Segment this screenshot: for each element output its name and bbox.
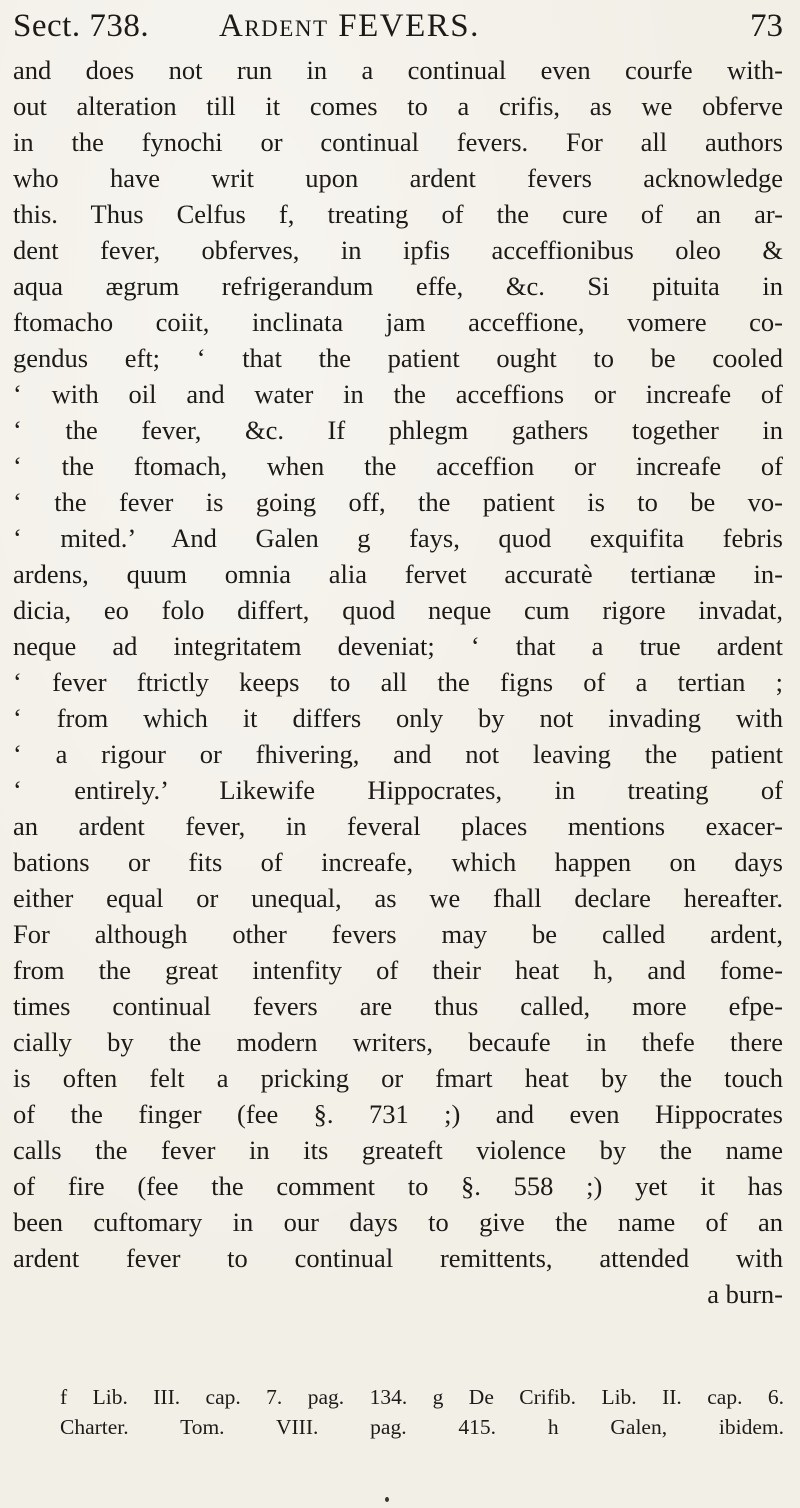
paper-speck [385, 1497, 389, 1502]
text-line: gendus eft; ‘ that the patient ought to be cooled [13, 343, 783, 373]
text-line: an ardent fever, in feveral places mentions exacer- [13, 811, 783, 841]
text-line: cially by the modern writers, becaufe in thefe there [13, 1027, 783, 1057]
text-line: is often felt a pricking or fmart heat by the touch [13, 1063, 783, 1093]
text-line: dent fever, obferves, in ipfis acceffionibus oleo & [13, 235, 783, 265]
text-line: ‘ fever ftrictly keeps to all the figns of a tertian ; [13, 667, 783, 697]
text-line: aqua ægrum refrigerandum effe, &c. Si pituita in [13, 271, 783, 301]
text-line: been cuftomary in our days to give the name of an [13, 1207, 783, 1237]
text-line: of the finger (fee §. 731 ;) and even Hippocrates [13, 1099, 783, 1129]
text-line: bations or fits of increafe, which happen on days [13, 847, 783, 877]
text-line: from the great intenfity of their heat h, and fome- [13, 955, 783, 985]
footnote-line: Charter. Tom. VIII. pag. 415. h Galen, ibidem. [60, 1415, 784, 1439]
text-line: ‘ entirely.’ Likewife Hippocrates, in treating of [13, 775, 783, 805]
text-line: times continual fevers are thus called, more efpe- [13, 991, 783, 1021]
running-title: Ardent FEVERS. [219, 8, 480, 44]
text-line: ‘ the fever, &c. If phlegm gathers together in [13, 415, 783, 445]
text-line: ‘ the ftomach, when the acceffion or increafe of [13, 451, 783, 481]
text-line: of fire (fee the comment to §. 558 ;) yet it has [13, 1171, 783, 1201]
text-line: ardens, quum omnia alia fervet accuratè tertianæ in- [13, 559, 783, 589]
text-line: ‘ the fever is going off, the patient is to be vo- [13, 487, 783, 517]
text-line: calls the fever in its greateft violence by the name [13, 1135, 783, 1165]
page-number: 73 [750, 8, 783, 44]
text-line: ‘ mited.’ And Galen g fays, quod exquifita febris [13, 523, 783, 553]
text-line: this. Thus Celfus f, treating of the cure of an ar- [13, 199, 783, 229]
text-line: who have writ upon ardent fevers acknowledge [13, 163, 783, 193]
text-line: ftomacho coiit, inclinata jam acceffione, vomere co- [13, 307, 783, 337]
text-line: either equal or unequal, as we fhall declare hereafter. [13, 883, 783, 913]
text-line: neque ad integritatem deveniat; ‘ that a true ardent [13, 631, 783, 661]
text-line: For although other fevers may be called ardent, [13, 919, 783, 949]
text-line: ardent fever to continual remittents, attended with [13, 1243, 783, 1273]
text-line: ‘ with oil and water in the acceffions or increafe of [13, 379, 783, 409]
text-line: dicia, eo folo differt, quod neque cum rigore invadat, [13, 595, 783, 625]
text-line: out alteration till it comes to a crifis, as we obferve [13, 91, 783, 121]
text-line: in the fynochi or continual fevers. For all authors [13, 127, 783, 157]
text-line: and does not run in a continual even courfe with- [13, 55, 783, 85]
section-number: Sect. 738. [13, 8, 150, 44]
text-line: ‘ a rigour or fhivering, and not leaving the patient [13, 739, 783, 769]
footnote-line: f Lib. III. cap. 7. pag. 134. g De Crifib. Lib. II. cap. 6. [60, 1385, 784, 1409]
text-line-catchword: a burn- [707, 1279, 783, 1309]
text-line: ‘ from which it differs only by not invading with [13, 703, 783, 733]
